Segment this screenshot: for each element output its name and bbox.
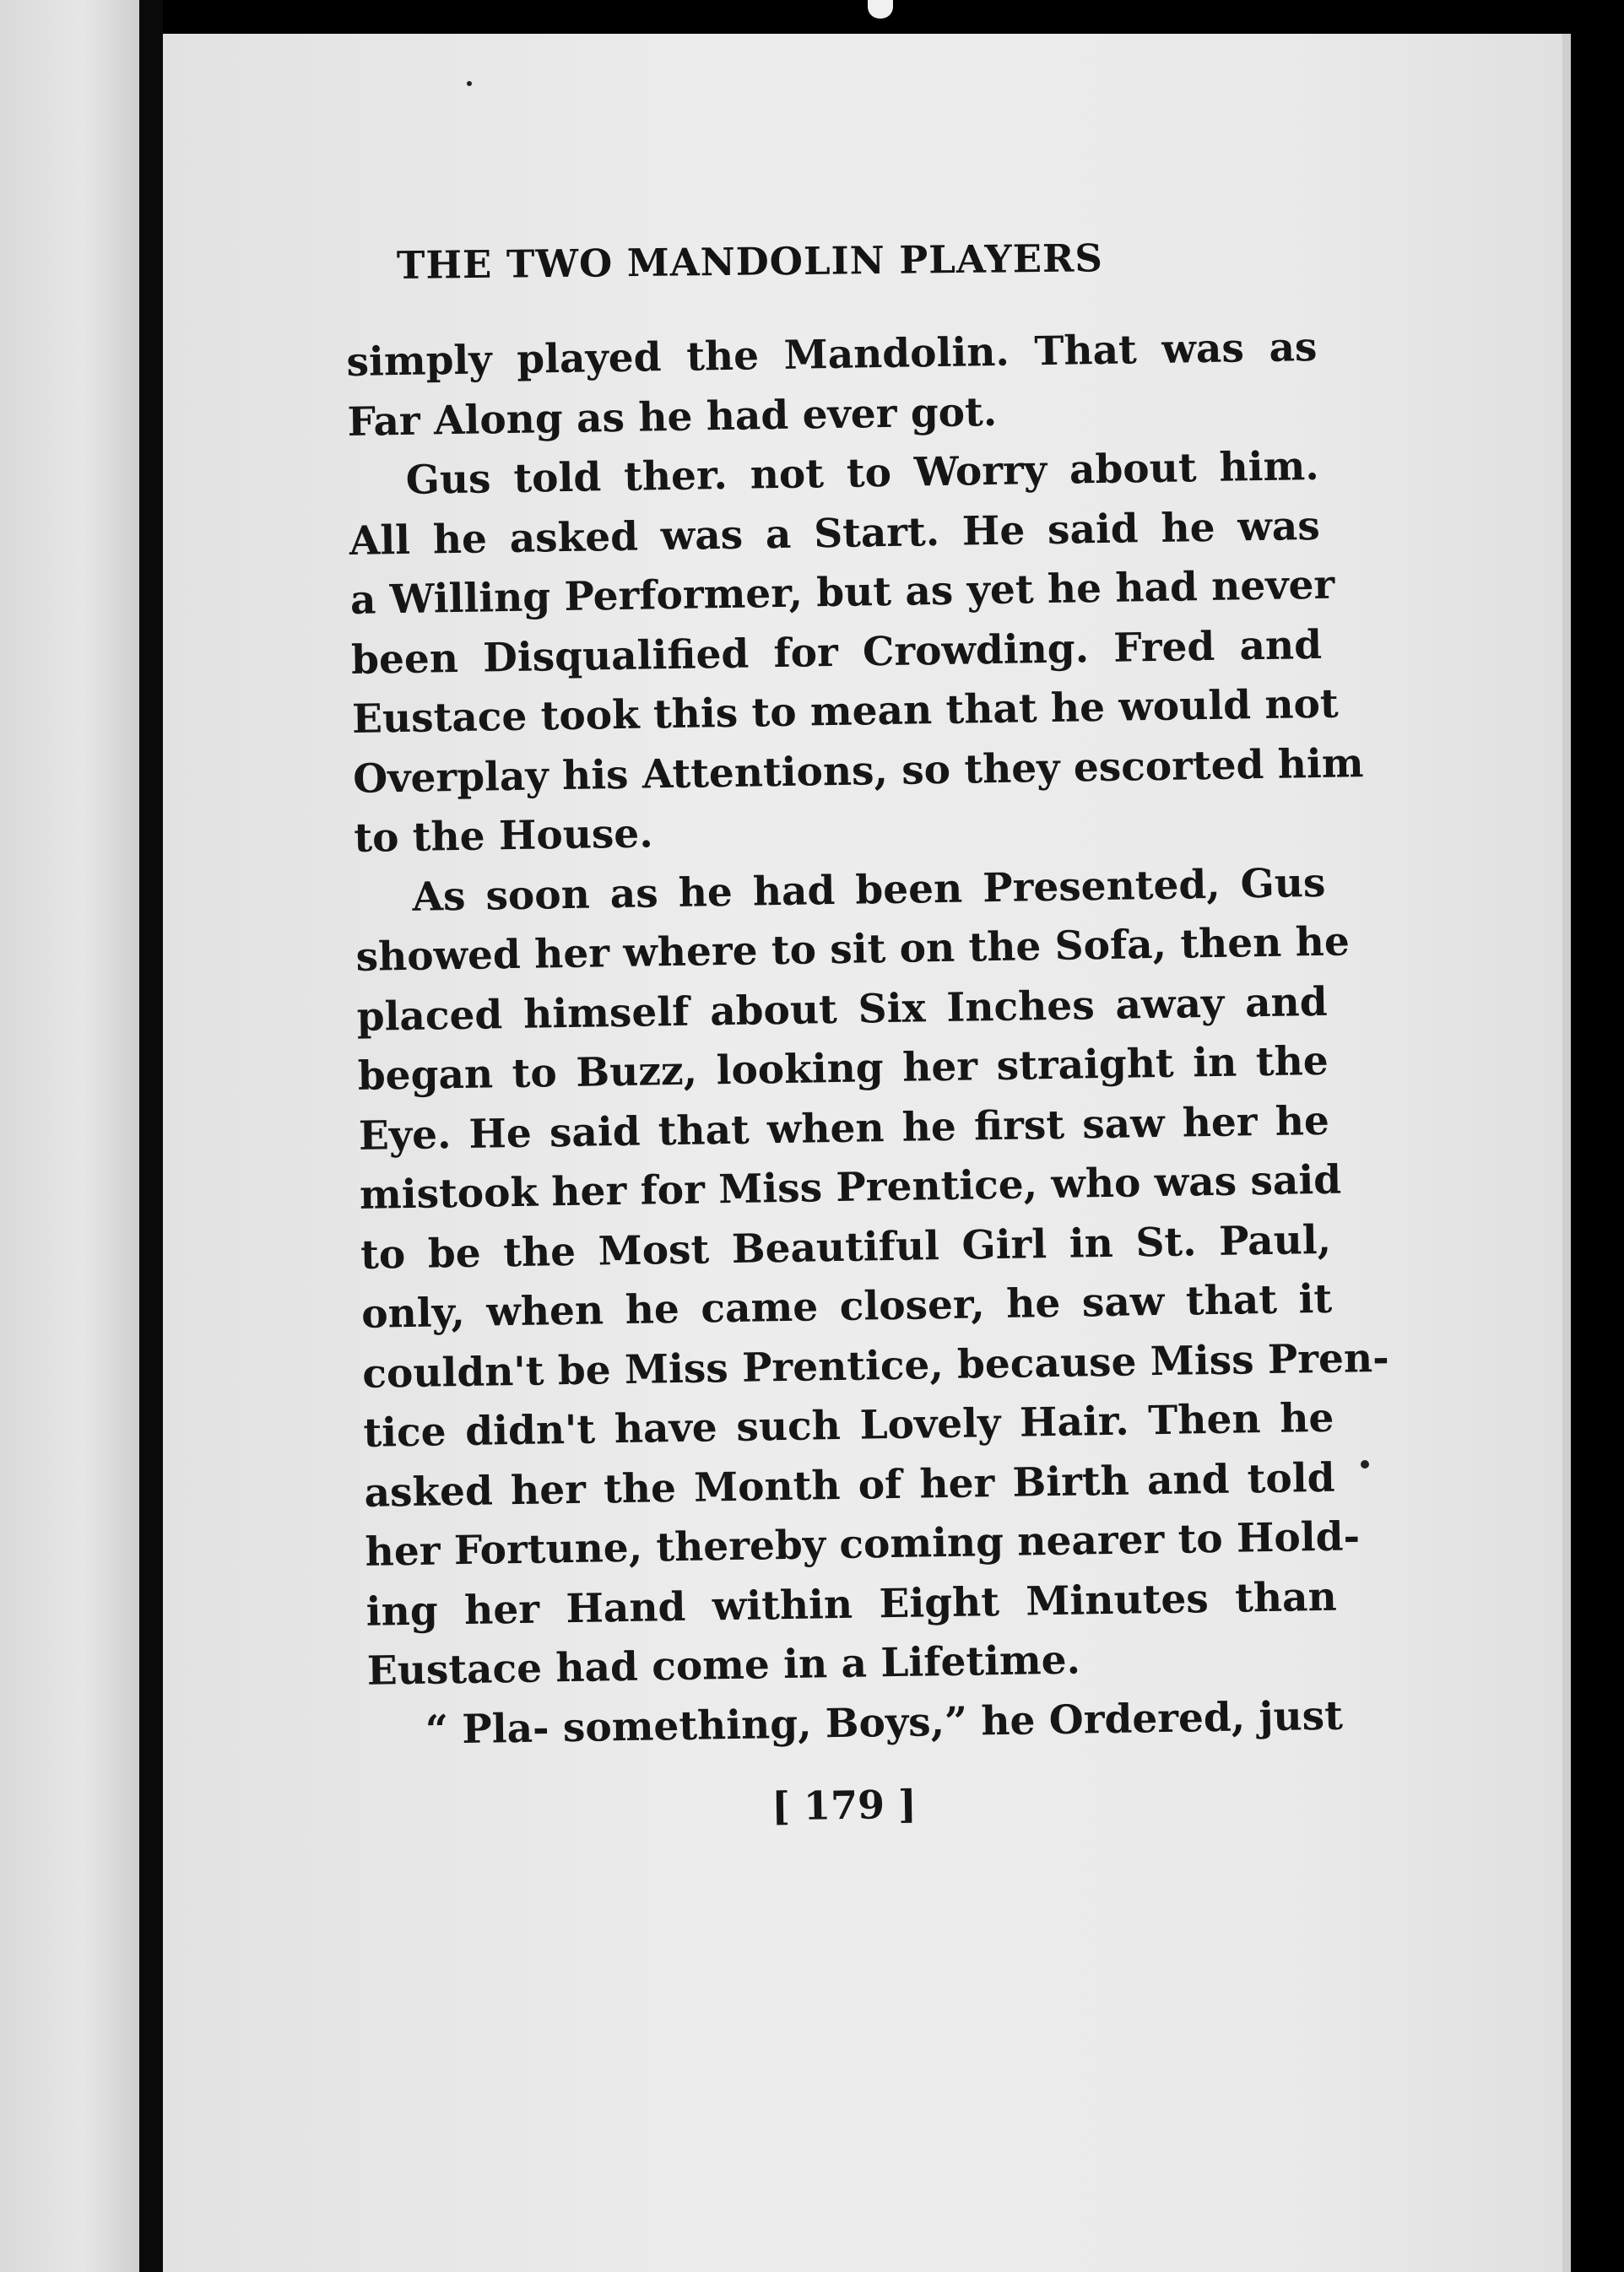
text-line: ing her Hand within Eight Minutes than bbox=[365, 1573, 1338, 1636]
text-line: been Disqualified for Crowding. Fred and bbox=[350, 621, 1323, 684]
speck-mark bbox=[1361, 1460, 1369, 1469]
text-line: tice didn't have such Lovely Hair. Then he bbox=[363, 1394, 1334, 1457]
text-line: only, when he came closer, he saw that it bbox=[360, 1275, 1333, 1338]
text-line: As soon as he had been Presented, Gus bbox=[412, 859, 1326, 921]
text-line: Eustace had come in a Lifetime. bbox=[366, 1636, 1081, 1695]
text-line: All he asked was a Start. He said he was bbox=[349, 502, 1321, 565]
text-line: “ Pla- something, Boys,” he Ordered, just bbox=[425, 1692, 1344, 1754]
facing-page-edge bbox=[0, 0, 139, 2272]
body-text bbox=[346, 318, 1390, 1761]
page-right-edge bbox=[1562, 34, 1571, 2272]
text-line: asked her the Month of her Birth and told bbox=[364, 1454, 1335, 1517]
scan-top-mark bbox=[868, 0, 893, 19]
text-line: simply played the Mandolin. That was as bbox=[346, 323, 1318, 386]
text-line: began to Buzz, looking her straight in the bbox=[357, 1037, 1329, 1100]
text-line: a Willing Performer, but as yet he had never bbox=[349, 561, 1335, 624]
running-head: THE TWO MANDOLIN PLAYERS bbox=[396, 235, 1104, 288]
text-line: Eye. He said that when he first saw her he bbox=[358, 1097, 1330, 1160]
text-line: to the House. bbox=[353, 810, 654, 862]
text-line: Overplay his Attentions, so they escorted him bbox=[352, 739, 1364, 803]
text-line: placed himself about Six Inches away and bbox=[356, 978, 1329, 1041]
text-line: Eustace took this to mean that he would not bbox=[351, 680, 1340, 743]
text-line: mistook her for Miss Prentice, who was said bbox=[359, 1156, 1342, 1219]
text-line: her Fortune, thereby coming nearer to Hold- bbox=[365, 1513, 1361, 1576]
text-line: Gus told ther. not to Worry about him. bbox=[405, 442, 1320, 504]
text-line: Far Along as he had ever got. bbox=[347, 388, 998, 446]
speck-mark bbox=[467, 81, 472, 86]
text-line: showed her where to sit on the Sofa, then he bbox=[355, 918, 1351, 981]
text-line: couldn't be Miss Prentice, because Miss Pren- bbox=[361, 1334, 1390, 1398]
page-number: [ 179 ] bbox=[771, 1781, 918, 1830]
book-gutter bbox=[139, 0, 163, 2272]
text-line: to be the Most Beautiful Girl in St. Paul, bbox=[360, 1216, 1332, 1279]
